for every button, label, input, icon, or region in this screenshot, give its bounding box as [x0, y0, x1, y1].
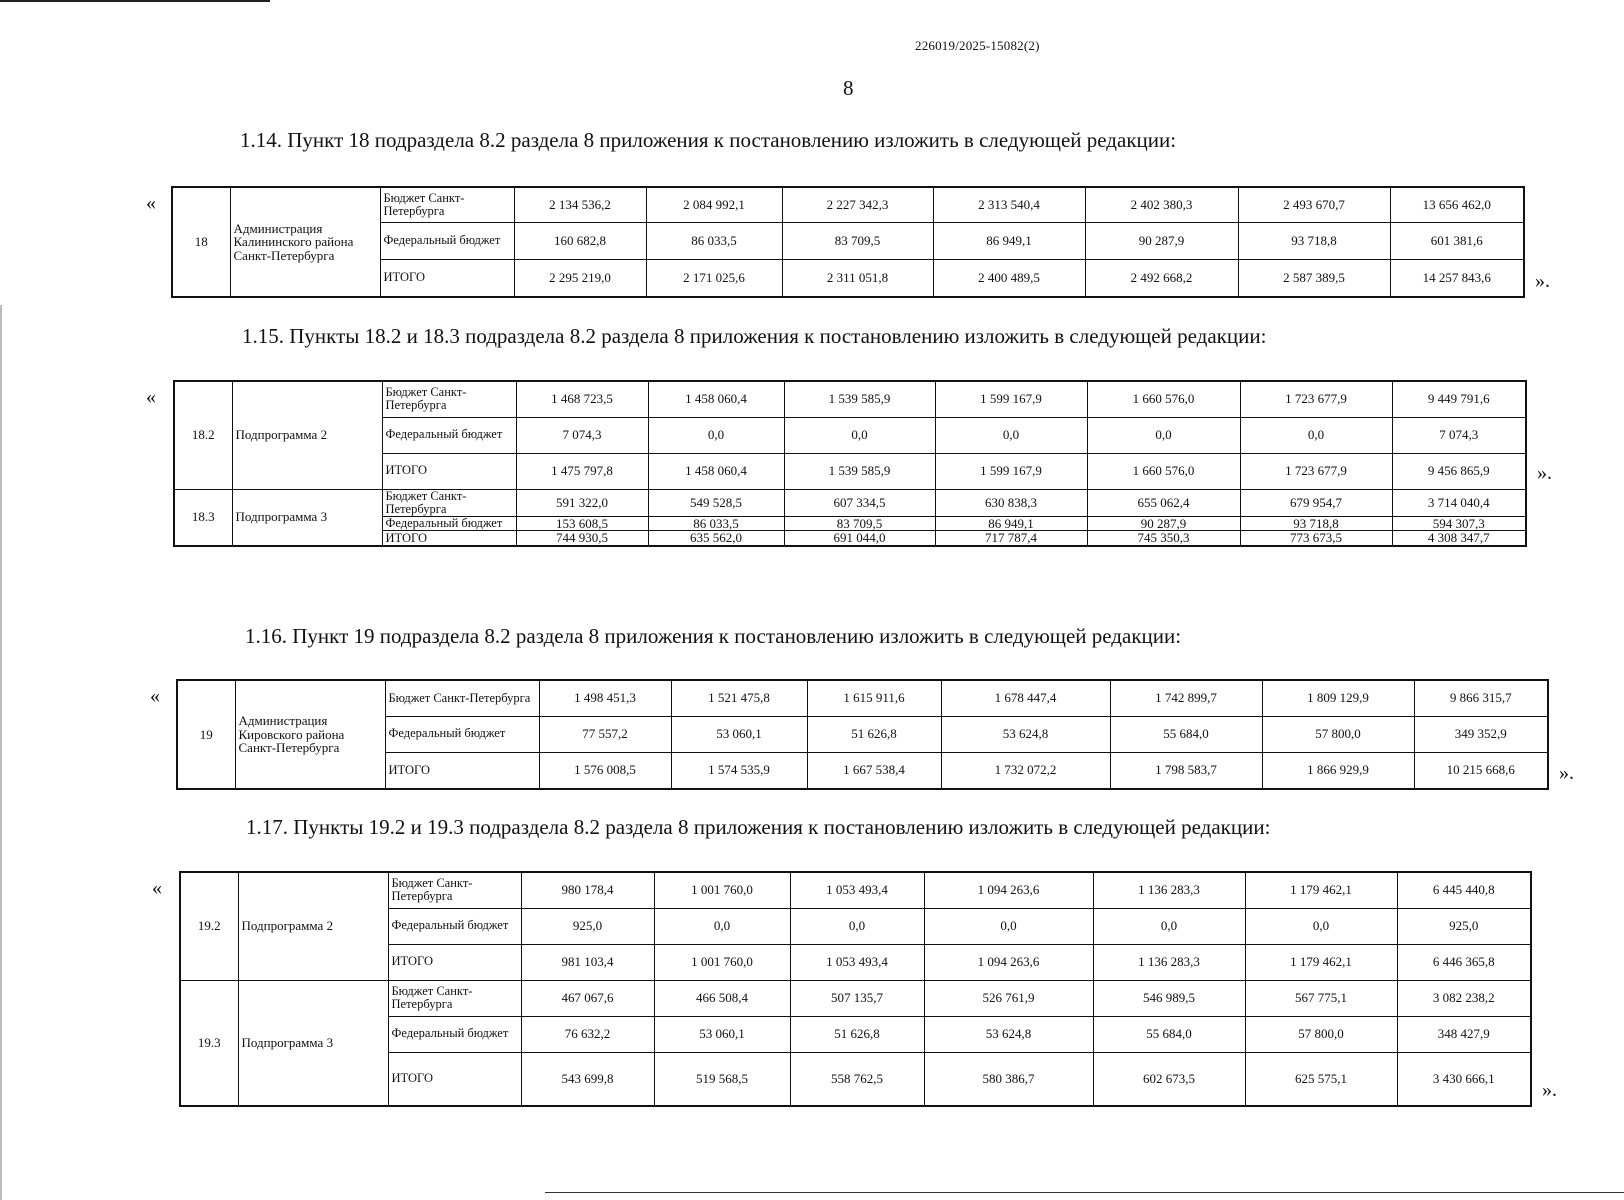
year-value: 1 468 723,5: [516, 381, 648, 417]
total-value: 9 449 791,6: [1392, 381, 1526, 417]
year-value: 1 723 677,9: [1240, 381, 1392, 417]
funding-source: Бюджет Санкт-Петербурга: [385, 680, 539, 716]
funding-source: Федеральный бюджет: [382, 516, 516, 531]
year-value: 1 136 283,3: [1093, 944, 1245, 980]
item-name: Подпрограмма 3: [232, 489, 382, 546]
table-row: [180, 980, 1531, 1016]
year-value: 0,0: [1240, 417, 1392, 453]
year-value: 625 575,1: [1245, 1052, 1397, 1106]
year-value: 745 350,3: [1087, 531, 1240, 546]
table-row: [174, 489, 1526, 516]
year-value: 0,0: [924, 908, 1093, 944]
total-value: 9 866 315,7: [1414, 680, 1548, 716]
funding-source: ИТОГО: [382, 453, 516, 489]
year-value: 980 178,4: [521, 872, 654, 908]
bottom-rule: [545, 1192, 1624, 1193]
total-value: 348 427,9: [1397, 1016, 1531, 1052]
year-value: 153 608,5: [516, 516, 648, 531]
close-quote: ».: [1535, 270, 1550, 292]
section-heading: 1.14. Пункт 18 подраздела 8.2 раздела 8 приложения к постановлению изложить в следующей редакции:: [240, 128, 1177, 152]
funding-source: ИТОГО: [385, 752, 539, 789]
year-value: 1 475 797,8: [516, 453, 648, 489]
year-value: 1 574 535,9: [671, 752, 807, 789]
total-value: 601 381,6: [1390, 222, 1524, 259]
year-value: 0,0: [790, 908, 924, 944]
year-value: 1 660 576,0: [1087, 453, 1240, 489]
close-quote: ».: [1537, 462, 1552, 484]
budget-table: [173, 380, 1527, 547]
year-value: 1 539 585,9: [784, 381, 935, 417]
year-value: 57 800,0: [1262, 716, 1414, 752]
total-value: 594 307,3: [1392, 516, 1526, 531]
total-value: 3 714 040,4: [1392, 489, 1526, 516]
funding-source: Федеральный бюджет: [385, 716, 539, 752]
year-value: 55 684,0: [1093, 1016, 1245, 1052]
item-name: Подпрограмма 2: [238, 872, 388, 980]
page-number: 8: [843, 76, 854, 100]
year-value: 591 322,0: [516, 489, 648, 516]
year-value: 549 528,5: [648, 489, 784, 516]
left-margin-rule: [0, 305, 2, 1200]
total-value: 349 352,9: [1414, 716, 1548, 752]
funding-source: ИТОГО: [382, 531, 516, 546]
year-value: 0,0: [1245, 908, 1397, 944]
year-value: 57 800,0: [1245, 1016, 1397, 1052]
year-value: 83 709,5: [784, 516, 935, 531]
total-value: 13 656 462,0: [1390, 187, 1524, 222]
year-value: 2 587 389,5: [1238, 259, 1390, 297]
year-value: 86 949,1: [935, 516, 1087, 531]
year-value: 2 227 342,3: [782, 187, 933, 222]
year-value: 51 626,8: [807, 716, 941, 752]
year-value: 467 067,6: [521, 980, 654, 1016]
year-value: 1 599 167,9: [935, 381, 1087, 417]
year-value: 2 493 670,7: [1238, 187, 1390, 222]
year-value: 1 599 167,9: [935, 453, 1087, 489]
year-value: 1 866 929,9: [1262, 752, 1414, 789]
funding-source: Федеральный бюджет: [388, 908, 521, 944]
year-value: 1 179 462,1: [1245, 944, 1397, 980]
year-value: 1 053 493,4: [790, 944, 924, 980]
item-name: Администрация Калининского района Санкт-Петербурга: [230, 187, 380, 297]
year-value: 1 798 583,7: [1110, 752, 1262, 789]
year-value: 0,0: [935, 417, 1087, 453]
year-value: 1 094 263,6: [924, 944, 1093, 980]
total-value: 925,0: [1397, 908, 1531, 944]
year-value: 2 492 668,2: [1085, 259, 1238, 297]
year-value: 1 667 538,4: [807, 752, 941, 789]
year-value: 0,0: [1087, 417, 1240, 453]
year-value: 1 001 760,0: [654, 872, 790, 908]
year-value: 773 673,5: [1240, 531, 1392, 546]
year-value: 0,0: [648, 417, 784, 453]
total-value: 7 074,3: [1392, 417, 1526, 453]
year-value: 90 287,9: [1085, 222, 1238, 259]
total-value: 3 430 666,1: [1397, 1052, 1531, 1106]
budget-table: [176, 679, 1549, 790]
budget-table: [179, 871, 1532, 1107]
close-quote: ».: [1542, 1079, 1557, 1101]
funding-source: ИТОГО: [388, 1052, 521, 1106]
year-value: 77 557,2: [539, 716, 671, 752]
year-value: 0,0: [1093, 908, 1245, 944]
total-value: 6 446 365,8: [1397, 944, 1531, 980]
funding-source: Федеральный бюджет: [388, 1016, 521, 1052]
year-value: 90 287,9: [1087, 516, 1240, 531]
year-value: 717 787,4: [935, 531, 1087, 546]
year-value: 679 954,7: [1240, 489, 1392, 516]
year-value: 1 615 911,6: [807, 680, 941, 716]
year-value: 1 809 129,9: [1262, 680, 1414, 716]
year-value: 51 626,8: [790, 1016, 924, 1052]
item-number: 19.3: [180, 980, 238, 1106]
funding-source: Бюджет Санкт-Петербурга: [388, 980, 521, 1016]
funding-source: Бюджет Санкт-Петербурга: [388, 872, 521, 908]
year-value: 519 568,5: [654, 1052, 790, 1106]
year-value: 83 709,5: [782, 222, 933, 259]
document-number: 226019/2025-15082(2): [915, 38, 1040, 53]
year-value: 2 171 025,6: [646, 259, 782, 297]
table-row: [174, 381, 1526, 417]
year-value: 93 718,8: [1240, 516, 1392, 531]
year-value: 546 989,5: [1093, 980, 1245, 1016]
total-value: 6 445 440,8: [1397, 872, 1531, 908]
funding-source: Бюджет Санкт-Петербурга: [382, 489, 516, 516]
year-value: 86 949,1: [933, 222, 1085, 259]
item-number: 18.2: [174, 381, 232, 489]
item-number: 19: [177, 680, 235, 789]
funding-source: Бюджет Санкт-Петербурга: [382, 381, 516, 417]
table-row: [177, 680, 1548, 716]
total-value: 14 257 843,6: [1390, 259, 1524, 297]
year-value: 744 930,5: [516, 531, 648, 546]
year-value: 53 060,1: [654, 1016, 790, 1052]
year-value: 0,0: [784, 417, 935, 453]
year-value: 580 386,7: [924, 1052, 1093, 1106]
year-value: 86 033,5: [646, 222, 782, 259]
open-quote: «: [146, 386, 156, 408]
year-value: 1 458 060,4: [648, 381, 784, 417]
funding-source: ИТОГО: [388, 944, 521, 980]
year-value: 2 084 992,1: [646, 187, 782, 222]
year-value: 981 103,4: [521, 944, 654, 980]
year-value: 1 576 008,5: [539, 752, 671, 789]
open-quote: «: [150, 685, 160, 707]
budget-table: [171, 186, 1525, 298]
year-value: 55 684,0: [1110, 716, 1262, 752]
section-heading: 1.17. Пункты 19.2 и 19.3 подраздела 8.2 раздела 8 приложения к постановлению изложить в следующей редакции:: [246, 815, 1271, 839]
year-value: 1 094 263,6: [924, 872, 1093, 908]
year-value: 1 136 283,3: [1093, 872, 1245, 908]
year-value: 655 062,4: [1087, 489, 1240, 516]
year-value: 86 033,5: [648, 516, 784, 531]
year-value: 76 632,2: [521, 1016, 654, 1052]
year-value: 160 682,8: [514, 222, 646, 259]
funding-source: Бюджет Санкт-Петербурга: [380, 187, 514, 222]
total-value: 10 215 668,6: [1414, 752, 1548, 789]
funding-source: Федеральный бюджет: [382, 417, 516, 453]
year-value: 925,0: [521, 908, 654, 944]
year-value: 2 311 051,8: [782, 259, 933, 297]
year-value: 53 624,8: [941, 716, 1110, 752]
year-value: 2 134 536,2: [514, 187, 646, 222]
year-value: 1 458 060,4: [648, 453, 784, 489]
total-value: 4 308 347,7: [1392, 531, 1526, 546]
year-value: 1 742 899,7: [1110, 680, 1262, 716]
open-quote: «: [146, 192, 156, 214]
year-value: 1 053 493,4: [790, 872, 924, 908]
year-value: 1 521 475,8: [671, 680, 807, 716]
section-heading: 1.16. Пункт 19 подраздела 8.2 раздела 8 приложения к постановлению изложить в следующей редакции:: [245, 624, 1182, 648]
year-value: 53 060,1: [671, 716, 807, 752]
year-value: 2 313 540,4: [933, 187, 1085, 222]
year-value: 0,0: [654, 908, 790, 944]
year-value: 630 838,3: [935, 489, 1087, 516]
item-number: 19.2: [180, 872, 238, 980]
item-name: Подпрограмма 2: [232, 381, 382, 489]
year-value: 53 624,8: [924, 1016, 1093, 1052]
year-value: 1 001 760,0: [654, 944, 790, 980]
year-value: 1 660 576,0: [1087, 381, 1240, 417]
section-heading: 1.15. Пункты 18.2 и 18.3 подраздела 8.2 раздела 8 приложения к постановлению изложить в следующей редакции:: [242, 324, 1267, 348]
year-value: 602 673,5: [1093, 1052, 1245, 1106]
year-value: 1 498 451,3: [539, 680, 671, 716]
year-value: 526 761,9: [924, 980, 1093, 1016]
item-name: Администрация Кировского района Санкт-Петербурга: [235, 680, 385, 789]
year-value: 567 775,1: [1245, 980, 1397, 1016]
item-number: 18: [172, 187, 230, 297]
year-value: 1 678 447,4: [941, 680, 1110, 716]
year-value: 691 044,0: [784, 531, 935, 546]
year-value: 2 400 489,5: [933, 259, 1085, 297]
total-value: 3 082 238,2: [1397, 980, 1531, 1016]
year-value: 1 732 072,2: [941, 752, 1110, 789]
year-value: 1 179 462,1: [1245, 872, 1397, 908]
year-value: 2 402 380,3: [1085, 187, 1238, 222]
year-value: 635 562,0: [648, 531, 784, 546]
close-quote: ».: [1559, 762, 1574, 784]
year-value: 1 539 585,9: [784, 453, 935, 489]
year-value: 607 334,5: [784, 489, 935, 516]
year-value: 93 718,8: [1238, 222, 1390, 259]
funding-source: Федеральный бюджет: [380, 222, 514, 259]
year-value: 507 135,7: [790, 980, 924, 1016]
table-row: [180, 872, 1531, 908]
year-value: 558 762,5: [790, 1052, 924, 1106]
total-value: 9 456 865,9: [1392, 453, 1526, 489]
funding-source: ИТОГО: [380, 259, 514, 297]
table-row: [172, 187, 1524, 222]
year-value: 1 723 677,9: [1240, 453, 1392, 489]
top-rule: [0, 0, 270, 2]
year-value: 543 699,8: [521, 1052, 654, 1106]
year-value: 2 295 219,0: [514, 259, 646, 297]
year-value: 7 074,3: [516, 417, 648, 453]
open-quote: «: [152, 877, 162, 899]
year-value: 466 508,4: [654, 980, 790, 1016]
item-number: 18.3: [174, 489, 232, 546]
item-name: Подпрограмма 3: [238, 980, 388, 1106]
